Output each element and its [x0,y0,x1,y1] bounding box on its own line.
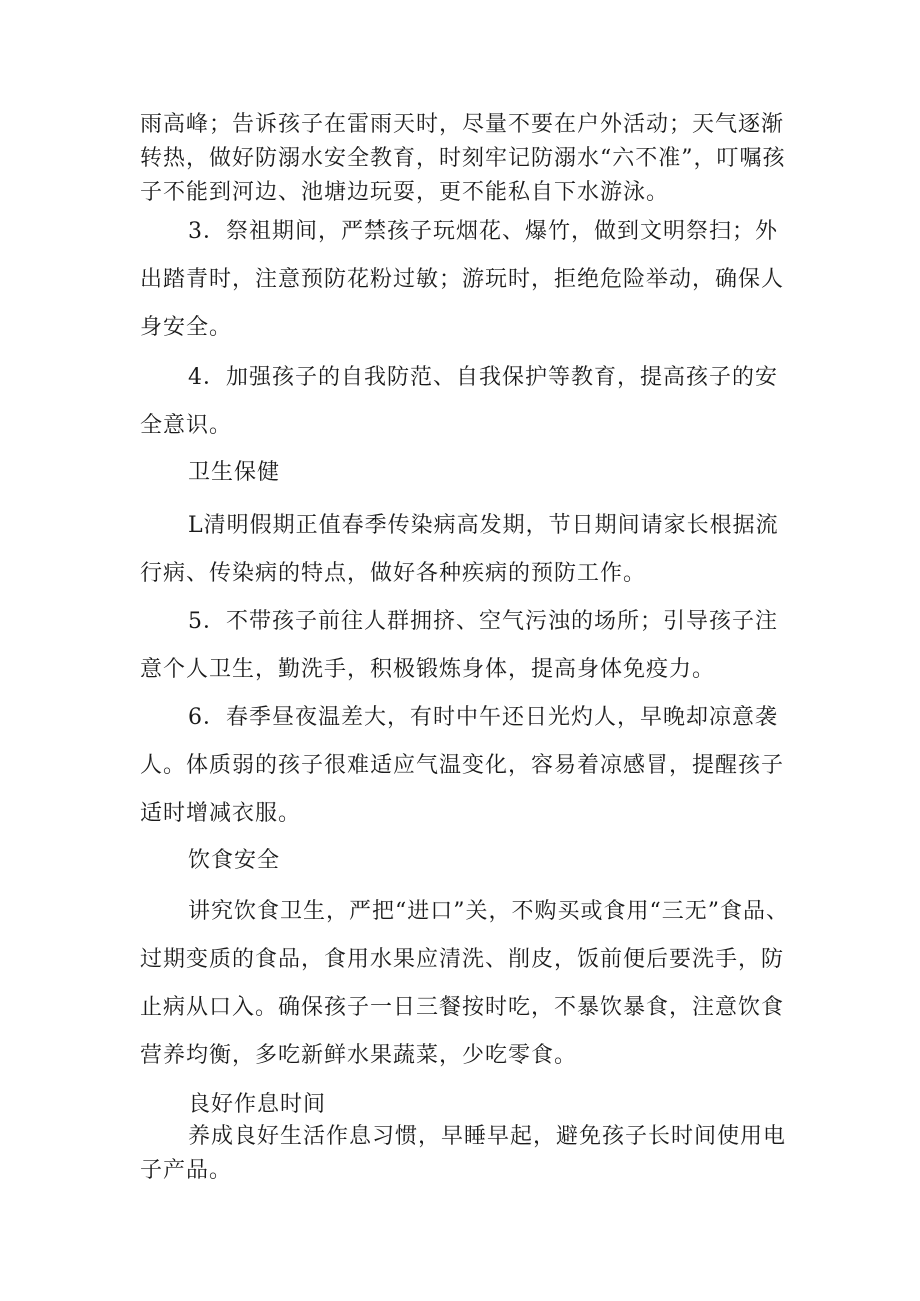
paragraph-item-5: 5．不带孩子前往人群拥挤、空气污浊的场所；引导孩子注意个人卫生，勤洗手，积极锻炼身体，提高身体免疫力。 [140,609,778,682]
paragraph-continued: 雨高峰；告诉孩子在雷雨天时，尽量不要在户外活动；天气逐渐转热，做好防溺水安全教育，时刻牢记防溺水“六不准”，叮嘱孩子不能到河边、池塘边玩耍，更不能私自下水游泳。 [140,112,786,205]
paragraph-item-6: 6．春季昼夜温差大，有时中午还日光灼人，早晚却凉意袭人。体质弱的孩子很难适应气温变化，容易着凉感冒，提醒孩子适时增减衣服。 [140,705,785,826]
paragraph-item-3: 3．祭祖期间，严禁孩子玩烟花、爆竹，做到文明祭扫；外出踏青时，注意预防花粉过敏；游玩时，拒绝危险举动，确保人身安全。 [140,219,785,340]
paragraph-item-4: 4．加强孩子的自我防范、自我保护等教育，提高孩子的安全意识。 [140,365,778,438]
paragraph-rest: 养成良好生活作息习惯，早睡早起，避免孩子长时间使用电子产品。 [140,1124,787,1183]
paragraph-item-1: L清明假期正值春季传染病高发期，节日期间请家长根据流行病、传染病的特点，做好各种疾病的预防工作。 [140,513,779,586]
section-heading-health: 卫生保健 [188,460,281,485]
section-heading-rest: 良好作息时间 [188,1092,327,1117]
section-heading-food: 饮食安全 [188,848,281,873]
paragraph-food-safety: 讲究饮食卫生，严把“进口”关，不购买或食用“三无”食品、过期变质的食品，食用水果应清洗、削皮，饭前便后要洗手，防止病从口入。确保孩子一日三餐按时吃，不暴饮暴食，注意饮食营养均衡，多吃新鲜水果蔬菜，少吃零食。 [140,899,789,1068]
